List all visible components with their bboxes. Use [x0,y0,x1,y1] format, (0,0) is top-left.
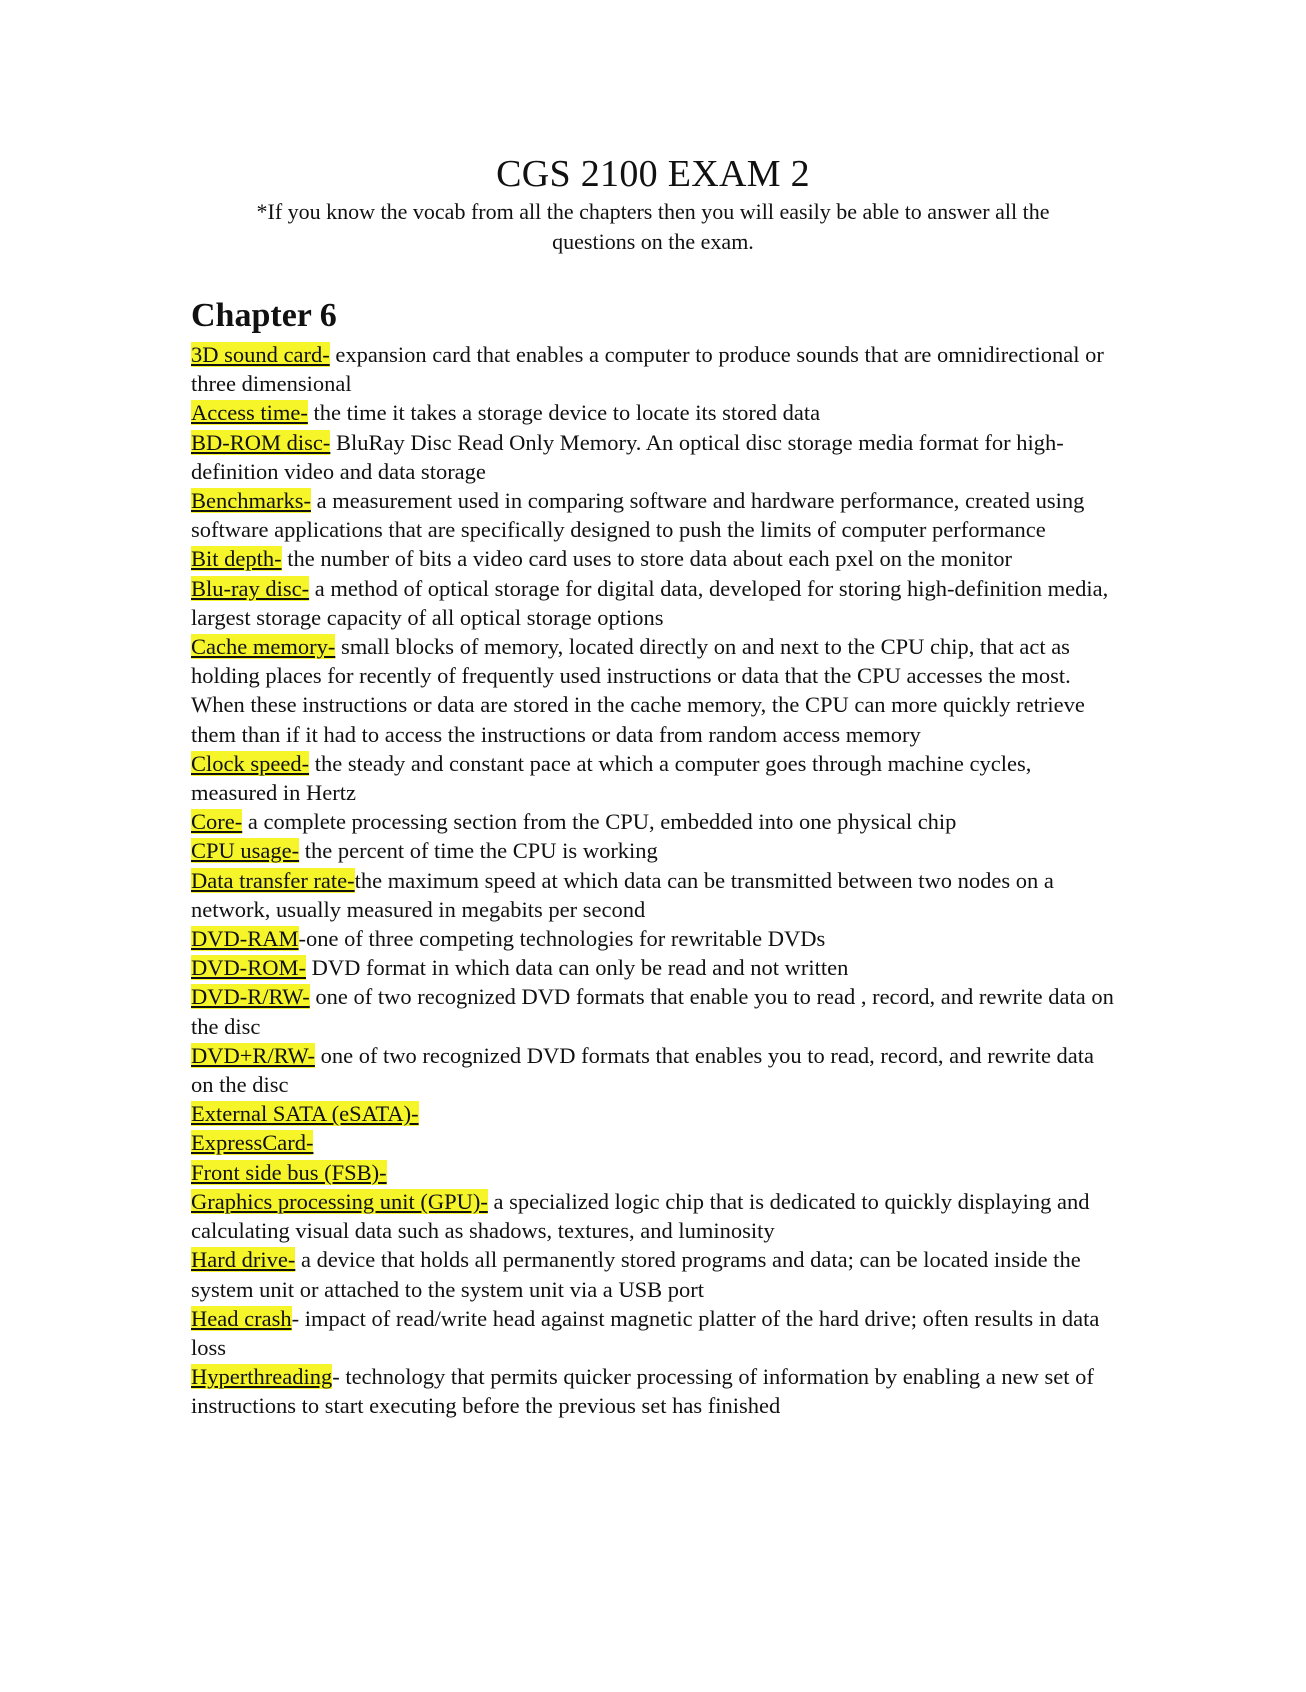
glossary-entry [191,1158,1121,1187]
glossary-term: DVD-RAM [191,926,299,952]
glossary-term: Head crash [191,1305,292,1331]
glossary-definition: a complete processing section from the CPU, embedded into one physical chip [242,809,957,835]
glossary-definition: one of two recognized DVD formats that enable you to read , record, and rewrite data on the disc [191,984,1114,1039]
glossary-term: Core- [191,809,243,835]
glossary-term: Front side bus (FSB)- [191,1159,387,1185]
glossary-entry [191,632,1121,749]
document-subtitle: *If you know the vocab from all the chapters then you will easily be able to answer all the questions on the exam. [256,199,1050,254]
glossary-definition: small blocks of memory, located directly on and next to the CPU chip, that act as holding places for recently of frequently used instructions or data that the CPU accesses the most. When these instructions or data are stored in the cache memory, the CPU can more quickly retrieve them than if it had to access the instructions or data from random access memory [191,634,1085,747]
glossary-list [191,340,1121,1421]
glossary-entry [191,1128,1121,1157]
glossary-term: Graphics processing unit (GPU)- [191,1188,488,1214]
glossary-term: Data transfer rate- [191,867,355,893]
glossary-term: BD-ROM disc- [191,429,331,455]
glossary-term: DVD-R/RW- [191,984,310,1010]
glossary-term: DVD-ROM- [191,955,306,981]
glossary-definition: a device that holds all permanently stored programs and data; can be located inside the system unit or attached to the system unit via a USB port [191,1247,1081,1302]
chapter-heading: Chapter 6 [191,297,337,334]
glossary-entry [191,953,1121,982]
glossary-entry [191,574,1121,632]
glossary-entry [191,1304,1121,1362]
glossary-term: Cache memory- [191,634,336,660]
glossary-entry [191,1187,1121,1245]
glossary-entry [191,1245,1121,1303]
glossary-term: CPU usage- [191,838,300,864]
glossary-term: Blu-ray disc- [191,575,310,601]
glossary-entry [191,1099,1121,1128]
glossary-definition: BluRay Disc Read Only Memory. An optical disc storage media format for high-definition video and data storage [191,429,1064,484]
glossary-definition: a specialized logic chip that is dedicated to quickly displaying and calculating visual data such as shadows, textures, and luminosity [191,1188,1090,1244]
glossary-definition: the time it takes a storage device to locate its stored data [307,400,821,426]
glossary-entry [191,1041,1121,1099]
glossary-term: Hard drive- [191,1247,296,1273]
glossary-definition: - technology that permits quicker processing of information by enabling a new set of instructions to start executing before the previous set has finished [191,1364,1094,1419]
glossary-term: Clock speed- [191,750,310,776]
glossary-entry [191,924,1121,953]
glossary-definition: the number of bits a video card uses to store data about each pxel on the monitor [281,546,1013,572]
glossary-term: External SATA (eSATA)- [191,1101,419,1127]
glossary-term: 3D sound card- [191,342,330,367]
glossary-definition: - impact of read/write head against magnetic platter of the hard drive; often results in data loss [191,1305,1100,1360]
glossary-entry [191,398,1121,427]
glossary-term: Benchmarks- [191,488,311,514]
glossary-term: Hyperthreading [191,1364,333,1390]
glossary-definition: -one of three competing technologies for rewritable DVDs [298,926,826,952]
glossary-term: DVD+R/RW- [191,1042,315,1068]
glossary-definition: expansion card that enables a computer to produce sounds that are omnidirectional or three dimensional [191,342,1104,397]
glossary-term: ExpressCard- [191,1130,314,1156]
glossary-entry [191,982,1121,1040]
glossary-entry [191,1362,1121,1420]
glossary-definition: a method of optical storage for digital data, developed for storing high-definition media, largest storage capacity of all optical storage options [191,575,1109,630]
glossary-entry [191,340,1121,398]
glossary-definition: the maximum speed at which data can be transmitted between two nodes on a network, usually measured in megabits per second [191,867,1054,922]
glossary-entry [191,836,1121,865]
glossary-definition: the percent of time the CPU is working [299,838,658,864]
glossary-definition: a measurement used in comparing software and hardware performance, created using software applications that are specifically designed to push the limits of computer performance [191,488,1085,543]
glossary-definition: the steady and constant pace at which a computer goes through machine cycles, measured in Hertz [191,750,1032,806]
glossary-entry [191,749,1121,807]
glossary-entry [191,866,1121,924]
glossary-definition: one of two recognized DVD formats that enables you to read, record, and rewrite data on the disc [191,1042,1095,1098]
glossary-entry [191,544,1121,573]
glossary-entry [191,428,1121,486]
glossary-definition: DVD format in which data can only be read and not written [306,955,849,981]
glossary-term: Access time- [191,400,308,426]
glossary-entry [191,486,1121,544]
document-title: CGS 2100 EXAM 2 [496,153,810,195]
glossary-entry [191,807,1121,836]
glossary-term: Bit depth- [191,546,282,572]
